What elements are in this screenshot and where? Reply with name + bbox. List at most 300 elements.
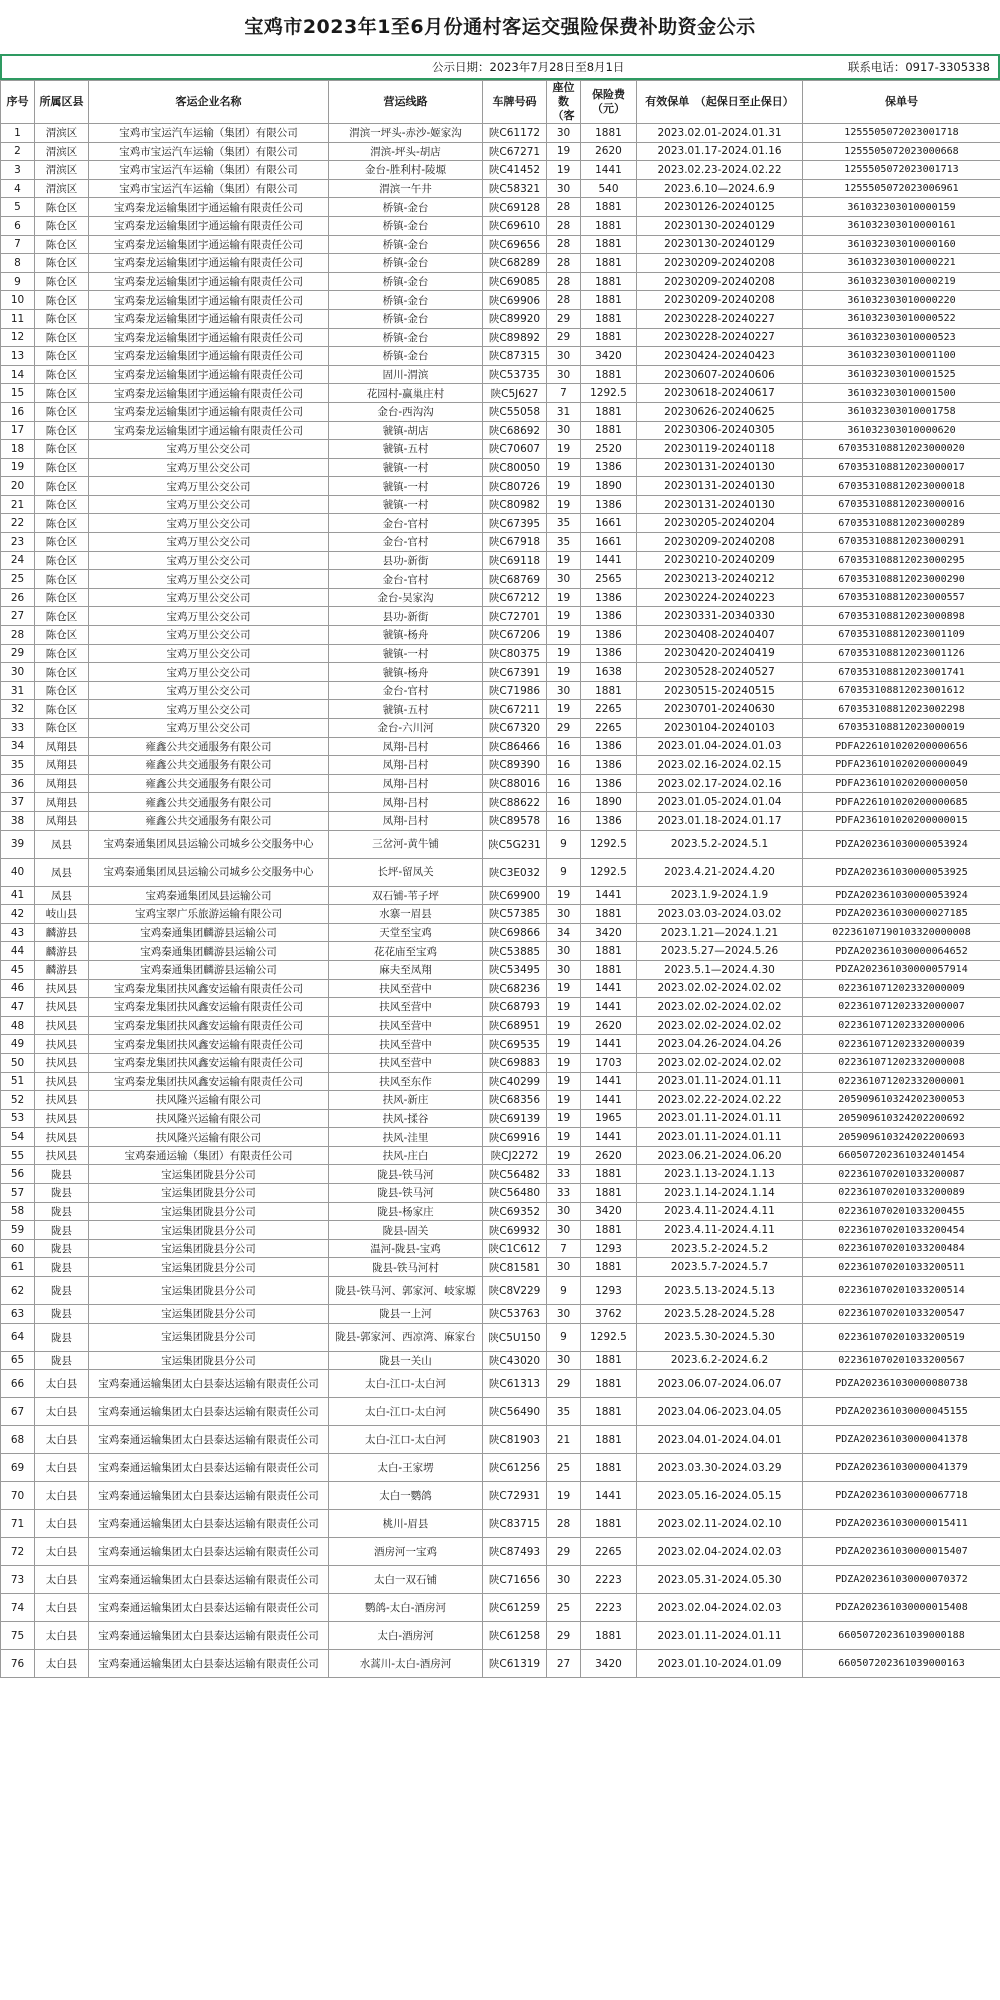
cell-premium: 1441	[581, 551, 637, 570]
cell-premium: 1293	[581, 1277, 637, 1305]
cell-plate: 陕C80726	[483, 477, 547, 496]
cell-policy-period: 2023.03.30-2024.03.29	[637, 1454, 803, 1482]
cell-index: 3	[1, 161, 35, 180]
cell-policy-period: 2023.6.10—2024.6.9	[637, 179, 803, 198]
cell-policy-number: PDFA236101020200000015	[803, 811, 1000, 830]
table-row	[1, 1323, 1000, 1351]
cell-index: 19	[1, 458, 35, 477]
table-row	[1, 737, 1000, 756]
cell-company: 宝鸡秦通运输集团太白县泰达运输有限责任公司	[89, 1594, 329, 1622]
cell-index: 2	[1, 142, 35, 161]
cell-index: 6	[1, 216, 35, 235]
cell-policy-number: 022361070201033200547	[803, 1305, 1000, 1324]
cell-seats: 30	[547, 1221, 581, 1240]
cell-district: 陈仓区	[35, 235, 89, 254]
cell-index: 70	[1, 1482, 35, 1510]
cell-index: 38	[1, 811, 35, 830]
table-row	[1, 1091, 1000, 1110]
table-row	[1, 514, 1000, 533]
cell-route: 水寨一眉县	[329, 905, 483, 924]
cell-seats: 7	[547, 1239, 581, 1258]
cell-premium: 1386	[581, 458, 637, 477]
cell-index: 41	[1, 886, 35, 905]
cell-route: 金台-官村	[329, 681, 483, 700]
cell-district: 陈仓区	[35, 700, 89, 719]
cell-plate: 陕C83715	[483, 1510, 547, 1538]
cell-seats: 16	[547, 737, 581, 756]
cell-index: 16	[1, 402, 35, 421]
cell-route: 太白一鹦鸽	[329, 1482, 483, 1510]
table-row	[1, 886, 1000, 905]
cell-index: 58	[1, 1202, 35, 1221]
cell-premium: 1386	[581, 811, 637, 830]
cell-seats: 19	[547, 979, 581, 998]
cell-seats: 9	[547, 1277, 581, 1305]
cell-policy-number: 670353108812023000018	[803, 477, 1000, 496]
cell-seats: 30	[547, 124, 581, 143]
cell-route: 太白一双石铺	[329, 1566, 483, 1594]
cell-district: 陈仓区	[35, 719, 89, 738]
cell-policy-period: 2023.4.11-2024.4.11	[637, 1202, 803, 1221]
table-row	[1, 1305, 1000, 1324]
cell-index: 52	[1, 1091, 35, 1110]
cell-policy-period: 2023.03.03-2024.03.02	[637, 905, 803, 924]
cell-company: 宝鸡秦龙集团扶风鑫安运输有限责任公司	[89, 1016, 329, 1035]
cell-policy-period: 2023.5.13-2024.5.13	[637, 1277, 803, 1305]
cell-route: 虢镇-五村	[329, 700, 483, 719]
cell-company: 宝鸡市宝运汽车运输（集团）有限公司	[89, 124, 329, 143]
cell-premium: 2620	[581, 1016, 637, 1035]
cell-seats: 28	[547, 272, 581, 291]
cell-policy-period: 2023.5.27—2024.5.26	[637, 942, 803, 961]
cell-route: 县功-新街	[329, 551, 483, 570]
cell-policy-period: 20230131-20240130	[637, 477, 803, 496]
cell-plate: 陕C8V229	[483, 1277, 547, 1305]
cell-route: 桥镇-金台	[329, 235, 483, 254]
cell-company: 宝鸡秦龙运输集团宇通运输有限责任公司	[89, 272, 329, 291]
cell-policy-number: PDZA202361030000064652	[803, 942, 1000, 961]
table-row	[1, 421, 1000, 440]
cell-index: 1	[1, 124, 35, 143]
cell-company: 宝鸡秦通运输集团太白县泰达运输有限责任公司	[89, 1566, 329, 1594]
cell-plate: 陕C69900	[483, 886, 547, 905]
cell-policy-number: 361032303010001525	[803, 365, 1000, 384]
cell-premium: 1292.5	[581, 830, 637, 858]
cell-seats: 19	[547, 1109, 581, 1128]
cell-plate: 陕C61258	[483, 1622, 547, 1650]
cell-route: 扶风至营中	[329, 1035, 483, 1054]
cell-seats: 30	[547, 1305, 581, 1324]
cell-district: 陈仓区	[35, 681, 89, 700]
cell-plate: 陕C69916	[483, 1128, 547, 1147]
cell-company: 宝鸡秦龙集团扶风鑫安运输有限责任公司	[89, 979, 329, 998]
cell-index: 29	[1, 644, 35, 663]
cell-index: 76	[1, 1650, 35, 1678]
cell-company: 宝鸡秦通集团麟游县运输公司	[89, 960, 329, 979]
cell-company: 宝鸡万里公交公司	[89, 514, 329, 533]
table-row	[1, 858, 1000, 886]
cell-route: 双石铺-苇子坪	[329, 886, 483, 905]
cell-route: 花园村-赢巢庄村	[329, 384, 483, 403]
cell-route: 太白-江口-太白河	[329, 1370, 483, 1398]
table-row	[1, 309, 1000, 328]
cell-company: 宝鸡秦通运输集团太白县泰达运输有限责任公司	[89, 1538, 329, 1566]
cell-policy-period: 2023.1.14-2024.1.14	[637, 1184, 803, 1203]
cell-plate: 陕C53495	[483, 960, 547, 979]
cell-district: 陇县	[35, 1165, 89, 1184]
cell-route: 金台-六川河	[329, 719, 483, 738]
cell-district: 陇县	[35, 1202, 89, 1221]
cell-policy-period: 2023.01.11-2024.01.11	[637, 1072, 803, 1091]
cell-premium: 3420	[581, 923, 637, 942]
cell-seats: 19	[547, 142, 581, 161]
col-header-index: 序号	[1, 81, 35, 124]
cell-policy-period: 20230104-20240103	[637, 719, 803, 738]
cell-company: 宝鸡秦龙集团扶风鑫安运输有限责任公司	[89, 1072, 329, 1091]
cell-premium: 1881	[581, 681, 637, 700]
cell-company: 宝鸡市宝运汽车运输（集团）有限公司	[89, 179, 329, 198]
cell-seats: 29	[547, 309, 581, 328]
cell-company: 宝鸡万里公交公司	[89, 719, 329, 738]
cell-premium: 1881	[581, 216, 637, 235]
cell-index: 60	[1, 1239, 35, 1258]
cell-policy-period: 20230209-20240208	[637, 291, 803, 310]
cell-seats: 25	[547, 1454, 581, 1482]
cell-policy-period: 2023.5.7-2024.5.7	[637, 1258, 803, 1277]
cell-policy-number: 205909610324202200693	[803, 1128, 1000, 1147]
cell-index: 35	[1, 756, 35, 775]
cell-seats: 19	[547, 663, 581, 682]
cell-route: 金台-官村	[329, 533, 483, 552]
cell-plate: 陕C68692	[483, 421, 547, 440]
cell-seats: 19	[547, 1482, 581, 1510]
cell-district: 陈仓区	[35, 551, 89, 570]
cell-premium: 1881	[581, 1622, 637, 1650]
cell-seats: 30	[547, 1202, 581, 1221]
cell-seats: 19	[547, 998, 581, 1017]
cell-company: 宝鸡万里公交公司	[89, 570, 329, 589]
cell-policy-number: 361032303010001758	[803, 402, 1000, 421]
cell-seats: 19	[547, 644, 581, 663]
cell-policy-period: 2023.5.2-2024.5.1	[637, 830, 803, 858]
col-header-plate: 车牌号码	[483, 81, 547, 124]
cell-district: 渭滨区	[35, 161, 89, 180]
cell-plate: 陕C43020	[483, 1351, 547, 1370]
cell-policy-number: 670353108812023000898	[803, 607, 1000, 626]
cell-company: 宝鸡万里公交公司	[89, 700, 329, 719]
table-row	[1, 1109, 1000, 1128]
cell-policy-period: 2023.5.2-2024.5.2	[637, 1239, 803, 1258]
cell-plate: 陕C56490	[483, 1398, 547, 1426]
cell-premium: 1292.5	[581, 1323, 637, 1351]
cell-premium: 1881	[581, 1398, 637, 1426]
cell-company: 宝运集团陇县分公司	[89, 1165, 329, 1184]
cell-index: 26	[1, 588, 35, 607]
cell-plate: 陕C80375	[483, 644, 547, 663]
cell-seats: 31	[547, 402, 581, 421]
cell-premium: 1881	[581, 365, 637, 384]
cell-policy-period: 2023.02.04-2024.02.03	[637, 1538, 803, 1566]
cell-seats: 30	[547, 347, 581, 366]
cell-plate: 陕C61259	[483, 1594, 547, 1622]
cell-seats: 19	[547, 495, 581, 514]
cell-seats: 35	[547, 514, 581, 533]
cell-company: 宝鸡秦通集团凤县运输公司	[89, 886, 329, 905]
cell-policy-period: 2023.05.31-2024.05.30	[637, 1566, 803, 1594]
cell-seats: 30	[547, 1351, 581, 1370]
cell-policy-period: 2023.02.22-2024.02.22	[637, 1091, 803, 1110]
cell-policy-number: 1255505072023006961	[803, 179, 1000, 198]
cell-seats: 9	[547, 858, 581, 886]
cell-company: 宝鸡秦通运输集团太白县泰达运输有限责任公司	[89, 1650, 329, 1678]
cell-index: 59	[1, 1221, 35, 1240]
cell-company: 扶风隆兴运输有限公司	[89, 1091, 329, 1110]
cell-plate: 陕C81581	[483, 1258, 547, 1277]
cell-plate: 陕C87493	[483, 1538, 547, 1566]
cell-index: 7	[1, 235, 35, 254]
cell-policy-period: 2023.02.23-2024.02.22	[637, 161, 803, 180]
cell-premium: 2223	[581, 1566, 637, 1594]
cell-policy-period: 2023.01.10-2024.01.09	[637, 1650, 803, 1678]
cell-route: 金台-吴家沟	[329, 588, 483, 607]
cell-plate: 陕C71986	[483, 681, 547, 700]
cell-route: 三岔河-黄牛铺	[329, 830, 483, 858]
cell-policy-period: 2023.02.02-2024.02.02	[637, 1053, 803, 1072]
cell-plate: 陕C89578	[483, 811, 547, 830]
cell-seats: 16	[547, 774, 581, 793]
cell-policy-number: 660507202361039000163	[803, 1650, 1000, 1678]
cell-route: 县功-新街	[329, 607, 483, 626]
cell-company: 宝鸡秦龙运输集团宇通运输有限责任公司	[89, 384, 329, 403]
cell-plate: 陕C71656	[483, 1566, 547, 1594]
cell-index: 36	[1, 774, 35, 793]
cell-policy-number: 361032303010000219	[803, 272, 1000, 291]
table-row	[1, 1128, 1000, 1147]
cell-index: 62	[1, 1277, 35, 1305]
cell-policy-number: PDZA202361030000015411	[803, 1510, 1000, 1538]
cell-seats: 19	[547, 1053, 581, 1072]
cell-policy-number: 670353108812023001741	[803, 663, 1000, 682]
cell-index: 63	[1, 1305, 35, 1324]
table-row	[1, 533, 1000, 552]
cell-seats: 30	[547, 942, 581, 961]
cell-route: 陇县-铁马河村	[329, 1258, 483, 1277]
table-row	[1, 626, 1000, 645]
cell-premium: 1441	[581, 1482, 637, 1510]
cell-premium: 2620	[581, 1146, 637, 1165]
table-row	[1, 216, 1000, 235]
cell-index: 43	[1, 923, 35, 942]
cell-route: 桥镇-金台	[329, 272, 483, 291]
cell-index: 67	[1, 1398, 35, 1426]
cell-district: 岐山县	[35, 905, 89, 924]
cell-district: 陈仓区	[35, 421, 89, 440]
table-row	[1, 235, 1000, 254]
cell-policy-period: 20230618-20240617	[637, 384, 803, 403]
cell-index: 25	[1, 570, 35, 589]
table-row	[1, 1202, 1000, 1221]
cell-index: 64	[1, 1323, 35, 1351]
cell-plate: 陕C69085	[483, 272, 547, 291]
cell-index: 55	[1, 1146, 35, 1165]
cell-company: 宝鸡万里公交公司	[89, 495, 329, 514]
cell-premium: 2265	[581, 700, 637, 719]
cell-route: 凤翔-吕村	[329, 811, 483, 830]
cell-seats: 9	[547, 830, 581, 858]
table-row	[1, 1398, 1000, 1426]
cell-premium: 1441	[581, 886, 637, 905]
cell-seats: 19	[547, 886, 581, 905]
cell-plate: 陕C69118	[483, 551, 547, 570]
cell-route: 凤翔-吕村	[329, 793, 483, 812]
cell-policy-number: 022361071202332000006	[803, 1016, 1000, 1035]
cell-company: 雍鑫公共交通服务有限公司	[89, 793, 329, 812]
cell-company: 宝运集团陇县分公司	[89, 1221, 329, 1240]
cell-policy-number: PDFA226101020200000656	[803, 737, 1000, 756]
table-row	[1, 1538, 1000, 1566]
cell-company: 宝运集团陇县分公司	[89, 1351, 329, 1370]
cell-index: 46	[1, 979, 35, 998]
cell-route: 固川-渭滨	[329, 365, 483, 384]
cell-index: 30	[1, 663, 35, 682]
table-row	[1, 1016, 1000, 1035]
table-row	[1, 644, 1000, 663]
cell-index: 22	[1, 514, 35, 533]
cell-seats: 30	[547, 681, 581, 700]
cell-premium: 1881	[581, 942, 637, 961]
cell-route: 天堂至宝鸡	[329, 923, 483, 942]
cell-premium: 1441	[581, 1072, 637, 1091]
cell-policy-period: 2023.06.07-2024.06.07	[637, 1370, 803, 1398]
table-row	[1, 1650, 1000, 1678]
cell-policy-number: 670353108812023000016	[803, 495, 1000, 514]
cell-district: 陈仓区	[35, 384, 89, 403]
cell-index: 14	[1, 365, 35, 384]
cell-route: 桥镇-金台	[329, 291, 483, 310]
cell-route: 虢镇-一村	[329, 477, 483, 496]
cell-premium: 2620	[581, 142, 637, 161]
cell-premium: 1881	[581, 272, 637, 291]
cell-policy-number: 205909610324202200692	[803, 1109, 1000, 1128]
cell-district: 陈仓区	[35, 216, 89, 235]
cell-plate: 陕C86466	[483, 737, 547, 756]
table-row	[1, 811, 1000, 830]
table-row	[1, 1258, 1000, 1277]
cell-policy-number: 670353108812023000017	[803, 458, 1000, 477]
cell-route: 渭滨一午井	[329, 179, 483, 198]
cell-index: 57	[1, 1184, 35, 1203]
cell-route: 扶风-洼里	[329, 1128, 483, 1147]
cell-premium: 1386	[581, 737, 637, 756]
cell-policy-period: 20230228-20240227	[637, 309, 803, 328]
cell-premium: 1441	[581, 1091, 637, 1110]
cell-seats: 19	[547, 1091, 581, 1110]
table-row	[1, 905, 1000, 924]
cell-district: 太白县	[35, 1398, 89, 1426]
cell-policy-period: 20230306-20240305	[637, 421, 803, 440]
cell-district: 陈仓区	[35, 607, 89, 626]
cell-index: 54	[1, 1128, 35, 1147]
cell-seats: 34	[547, 923, 581, 942]
cell-premium: 1386	[581, 588, 637, 607]
cell-index: 56	[1, 1165, 35, 1184]
cell-seats: 29	[547, 328, 581, 347]
cell-seats: 30	[547, 421, 581, 440]
cell-route: 金台-官村	[329, 514, 483, 533]
cell-policy-number: PDZA202361030000053924	[803, 886, 1000, 905]
cell-plate: 陕C67918	[483, 533, 547, 552]
table-row	[1, 1221, 1000, 1240]
cell-company: 雍鑫公共交通服务有限公司	[89, 756, 329, 775]
cell-policy-number: 660507202361039000188	[803, 1622, 1000, 1650]
cell-route: 陇县一上河	[329, 1305, 483, 1324]
table-row	[1, 1035, 1000, 1054]
cell-plate: 陕C41452	[483, 161, 547, 180]
table-row	[1, 551, 1000, 570]
table-row	[1, 142, 1000, 161]
cell-plate: 陕C69535	[483, 1035, 547, 1054]
cell-district: 陈仓区	[35, 644, 89, 663]
cell-policy-period: 2023.1.21—2024.1.21	[637, 923, 803, 942]
cell-policy-period: 2023.4.11-2024.4.11	[637, 1221, 803, 1240]
cell-district: 陈仓区	[35, 588, 89, 607]
cell-company: 宝鸡万里公交公司	[89, 626, 329, 645]
cell-policy-period: 20230224-20240223	[637, 588, 803, 607]
cell-route: 太白-江口-太白河	[329, 1398, 483, 1426]
cell-index: 15	[1, 384, 35, 403]
cell-seats: 33	[547, 1184, 581, 1203]
cell-plate: 陕C3E032	[483, 858, 547, 886]
cell-seats: 19	[547, 161, 581, 180]
cell-district: 陈仓区	[35, 365, 89, 384]
cell-index: 45	[1, 960, 35, 979]
cell-seats: 35	[547, 533, 581, 552]
table-row	[1, 1053, 1000, 1072]
table-row	[1, 328, 1000, 347]
cell-policy-number: 670353108812023000019	[803, 719, 1000, 738]
cell-route: 陇县-杨家庄	[329, 1202, 483, 1221]
cell-district: 扶风县	[35, 1128, 89, 1147]
cell-plate: 陕C61319	[483, 1650, 547, 1678]
cell-policy-period: 2023.4.21-2024.4.20	[637, 858, 803, 886]
cell-district: 陈仓区	[35, 663, 89, 682]
cell-plate: 陕C58321	[483, 179, 547, 198]
cell-company: 扶风隆兴运输有限公司	[89, 1109, 329, 1128]
cell-premium: 1441	[581, 161, 637, 180]
cell-policy-number: PDZA202361030000015407	[803, 1538, 1000, 1566]
table-row	[1, 291, 1000, 310]
cell-plate: 陕C69906	[483, 291, 547, 310]
cell-policy-number: 670353108812023000290	[803, 570, 1000, 589]
cell-plate: 陕C61172	[483, 124, 547, 143]
cell-route: 太白-江口-太白河	[329, 1426, 483, 1454]
cell-index: 10	[1, 291, 35, 310]
cell-policy-number: 361032303010000159	[803, 198, 1000, 217]
cell-company: 宝鸡万里公交公司	[89, 588, 329, 607]
cell-policy-number: 1255505072023001713	[803, 161, 1000, 180]
table-row	[1, 923, 1000, 942]
cell-policy-period: 20230209-20240208	[637, 533, 803, 552]
cell-district: 扶风县	[35, 1109, 89, 1128]
cell-route: 太白-王家塄	[329, 1454, 483, 1482]
table-row	[1, 1072, 1000, 1091]
cell-policy-period: 20230210-20240209	[637, 551, 803, 570]
cell-seats: 19	[547, 1146, 581, 1165]
cell-policy-period: 2023.02.04-2024.02.03	[637, 1594, 803, 1622]
table-row	[1, 1622, 1000, 1650]
cell-premium: 2565	[581, 570, 637, 589]
cell-plate: 陕C69610	[483, 216, 547, 235]
